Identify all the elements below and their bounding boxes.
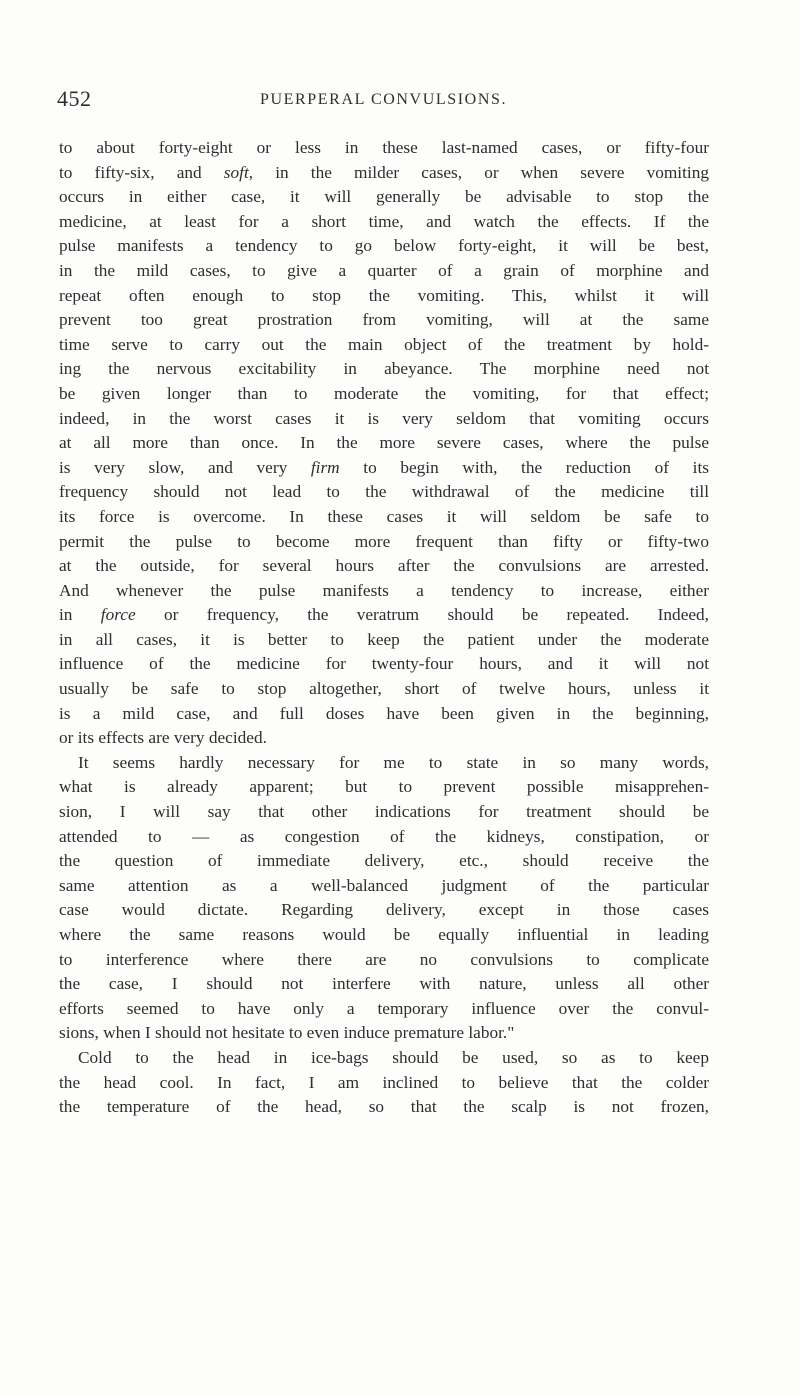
text-line (59, 161, 709, 186)
text-line: medicine, at least for a short time, and watch the effects. If the (59, 211, 709, 231)
text-line: what is already apparent; but to prevent possible misapprehen- (59, 777, 709, 797)
text-line: attended to — as congestion of the kidneys, constipation, or (59, 826, 709, 846)
text-line: frequency should not lead to the withdrawal of the medicine till (59, 482, 709, 502)
italic-emphasis: firm (310, 457, 340, 477)
text-line: sion, I will say that other indications for treatment should be (59, 802, 709, 822)
paragraph (59, 751, 709, 1046)
page-number: 452 (57, 86, 92, 111)
text-line: usually be safe to stop altogether, short of twelve hours, unless it (59, 679, 709, 699)
text-line: be given longer than to moderate the vomiting, for that effect; (59, 383, 709, 403)
body-text (59, 136, 709, 1120)
text-line: efforts seemed to have only a temporary influence over the convul- (59, 998, 709, 1018)
text-segment: or frequency, the veratrum should be repeated. Indeed, (135, 605, 709, 625)
text-line: is a mild case, and full doses have been given in the beginning, (59, 703, 709, 723)
text-segment: is very slow, and very (59, 457, 311, 477)
text-line: to interference where there are no convulsions to complicate (59, 949, 709, 969)
text-line: influence of the medicine for twenty-four hours, and it will not (59, 654, 709, 674)
text-line: prevent too great prostration from vomiting, will at the same (59, 310, 709, 330)
text-line: to about forty-eight or less in these last-named cases, or fifty-four (59, 138, 709, 157)
text-line: time serve to carry out the main object of the treatment by hold- (59, 334, 709, 354)
italic-emphasis: force (100, 605, 136, 625)
paragraph (59, 1046, 709, 1120)
text-line: occurs in either case, it will generally be advisable to stop the (59, 187, 709, 207)
text-line: or its effects are very decided. (59, 728, 267, 748)
text-line: at all more than once. In the more severe cases, where the pulse (59, 433, 709, 453)
text-segment: to begin with, the reduction of its (339, 457, 710, 477)
text-line (59, 456, 709, 481)
text-line: It seems hardly necessary for me to state in so many words, (78, 752, 709, 772)
text-line: And whenever the pulse manifests a tendency to increase, either (59, 580, 709, 600)
text-line: the temperature of the head, so that the scalp is not frozen, (59, 1097, 709, 1117)
text-line (59, 603, 709, 628)
text-line: Cold to the head in ice-bags should be used, so as to keep (78, 1047, 709, 1067)
text-line: where the same reasons would be equally influential in leading (59, 925, 709, 944)
text-line: its force is overcome. In these cases it will seldom be safe to (59, 506, 709, 526)
text-line: sions, when I should not hesitate to even induce premature labor." (59, 1023, 515, 1043)
paragraph (59, 136, 709, 751)
text-line: same attention as a well-balanced judgment of the particular (59, 875, 709, 895)
text-segment: to fifty-six, and (59, 162, 224, 182)
text-segment: in (59, 605, 101, 625)
text-line: in all cases, it is better to keep the patient under the moderate (59, 629, 709, 649)
text-segment: , in the milder cases, or when severe vomiting (248, 162, 709, 182)
text-line: the case, I should not interfere with nature, unless all other (59, 974, 709, 994)
text-line: the head cool. In fact, I am inclined to believe that the colder (59, 1072, 709, 1092)
running-head: PUERPERAL CONVULSIONS. (260, 91, 508, 108)
text-line: the question of immediate delivery, etc., should receive the (59, 851, 709, 871)
page-header (57, 84, 707, 114)
text-line: indeed, in the worst cases it is very seldom that vomiting occurs (59, 408, 709, 428)
text-line: pulse manifests a tendency to go below forty-eight, it will be best, (59, 236, 709, 256)
text-line: ing the nervous excitability in abeyance. The morphine need not (59, 359, 709, 379)
text-line: repeat often enough to stop the vomiting. This, whilst it will (59, 285, 709, 305)
text-line: case would dictate. Regarding delivery, except in those cases (59, 900, 709, 920)
text-line: at the outside, for several hours after the convulsions are arrested. (59, 556, 709, 576)
text-line: in the mild cases, to give a quarter of a grain of morphine and (59, 260, 709, 280)
italic-emphasis: soft (223, 162, 249, 182)
text-line: permit the pulse to become more frequent than fifty or fifty-two (59, 531, 709, 551)
